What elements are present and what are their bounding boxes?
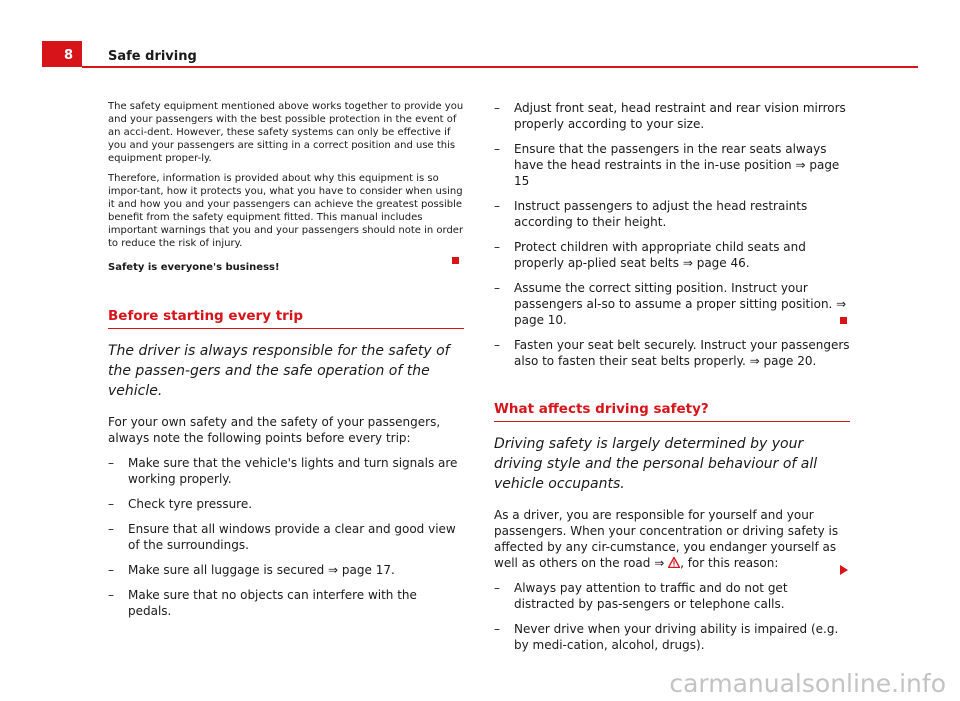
intro-bold-line: Safety is everyone's business! <box>108 262 280 273</box>
checklist-before-trip <box>108 455 464 619</box>
body-text-before-trip: For your own safety and the safety of your passengers, always note the following points before every trip: <box>108 415 441 445</box>
section-title-driving-safety: What affects driving safety? <box>494 401 850 422</box>
section-end-marker <box>840 317 847 324</box>
list-item <box>494 141 850 189</box>
list-item-text: Assume the correct sitting position. Instruct your passengers al-so to assume a proper sitting position. ⇒ page 10. <box>514 281 847 327</box>
list-item <box>494 337 850 369</box>
dash-bullet: – <box>108 522 114 536</box>
checklist-driving-safety <box>494 580 850 653</box>
dash-bullet: – <box>494 240 500 254</box>
list-item <box>108 521 464 553</box>
dash-bullet: – <box>494 281 500 295</box>
dash-bullet: – <box>108 588 114 602</box>
warning-triangle-icon <box>668 557 680 568</box>
section-end-marker <box>452 257 459 264</box>
dash-bullet: – <box>494 142 500 156</box>
watermark: carmanualsonline.info <box>669 669 946 698</box>
list-item <box>494 621 850 653</box>
list-item-text: Make sure that the vehicle's lights and turn signals are working properly. <box>128 456 458 486</box>
intro-paragraph-1: The safety equipment mentioned above works together to provide you and your passengers with the best possible protection in the event of an acci-dent. However, these safety systems can only be effective if you and your passengers are sitting in a correct position and use this equipment proper-ly. <box>108 101 464 164</box>
page-title: Safe driving <box>108 49 197 64</box>
list-item <box>494 100 850 132</box>
dash-bullet: – <box>108 563 114 577</box>
list-item-text: Ensure that all windows provide a clear and good view of the surroundings. <box>128 522 456 552</box>
list-item <box>108 496 464 512</box>
dash-bullet: – <box>494 581 500 595</box>
body-text-part-2: , for this reason: <box>680 556 779 570</box>
list-item-text: Make sure all luggage is secured ⇒ page 17. <box>128 563 395 577</box>
dash-bullet: – <box>108 456 114 470</box>
list-item-text: Never drive when your driving ability is impaired (e.g. by medi-cation, alcohol, drugs). <box>514 622 839 652</box>
body-text-part-1: As a driver, you are responsible for yourself and your passengers. When your concentration or driving safety is affected by any cir-cumstance, you endanger yourself as well as others on the road ⇒ <box>494 508 839 570</box>
list-item-text: Instruct passengers to adjust the head restraints according to their height. <box>514 199 808 229</box>
list-item-text: Make sure that no objects can interfere with the pedals. <box>128 588 417 618</box>
header-divider <box>82 66 918 68</box>
lead-text-driving-safety: Driving safety is largely determined by your driving style and the personal behaviour of all vehicle occupants. <box>494 436 818 492</box>
list-item-text: Ensure that the passengers in the rear seats always have the head restraints in the in-use position ⇒ page 15 <box>514 142 840 188</box>
right-column <box>494 100 850 653</box>
dash-bullet: – <box>494 199 500 213</box>
list-item <box>494 280 850 328</box>
lead-text-before-trip: The driver is always responsible for the safety of the passen-gers and the safe operation of the vehicle. <box>108 343 450 399</box>
page-number: 8 <box>42 41 82 67</box>
list-item-text: Protect children with appropriate child seats and properly ap-plied seat belts ⇒ page 46. <box>514 240 806 270</box>
dash-bullet: – <box>494 101 500 115</box>
list-item <box>494 580 850 612</box>
continue-arrow-icon <box>840 565 848 575</box>
intro-paragraph-2: Therefore, information is provided about why this equipment is so impor-tant, how it protects you, what you have to consider when using it and how you and your passengers can achieve the greatest possible benefit from the safety equipment fitted. This manual includes important warnings that you and your passengers should note in order to reduce the risk of injury. <box>108 173 464 249</box>
left-column <box>108 100 464 619</box>
checklist-continued <box>494 100 850 369</box>
list-item <box>494 239 850 271</box>
list-item-text: Fasten your seat belt securely. Instruct your passengers also to fasten their seat belts properly. ⇒ page 20. <box>514 338 850 368</box>
list-item <box>108 587 464 619</box>
dash-bullet: – <box>494 622 500 636</box>
list-item-text: Always pay attention to traffic and do not get distracted by pas-sengers or telephone calls. <box>514 581 788 611</box>
list-item <box>108 455 464 487</box>
list-item-text: Adjust front seat, head restraint and rear vision mirrors properly according to your size. <box>514 101 846 131</box>
dash-bullet: – <box>108 497 114 511</box>
body-text-driving-safety <box>494 507 850 571</box>
section-title-before-trip: Before starting every trip <box>108 308 464 329</box>
dash-bullet: – <box>494 338 500 352</box>
list-item-text: Check tyre pressure. <box>128 497 253 511</box>
list-item <box>108 562 464 578</box>
list-item <box>494 198 850 230</box>
